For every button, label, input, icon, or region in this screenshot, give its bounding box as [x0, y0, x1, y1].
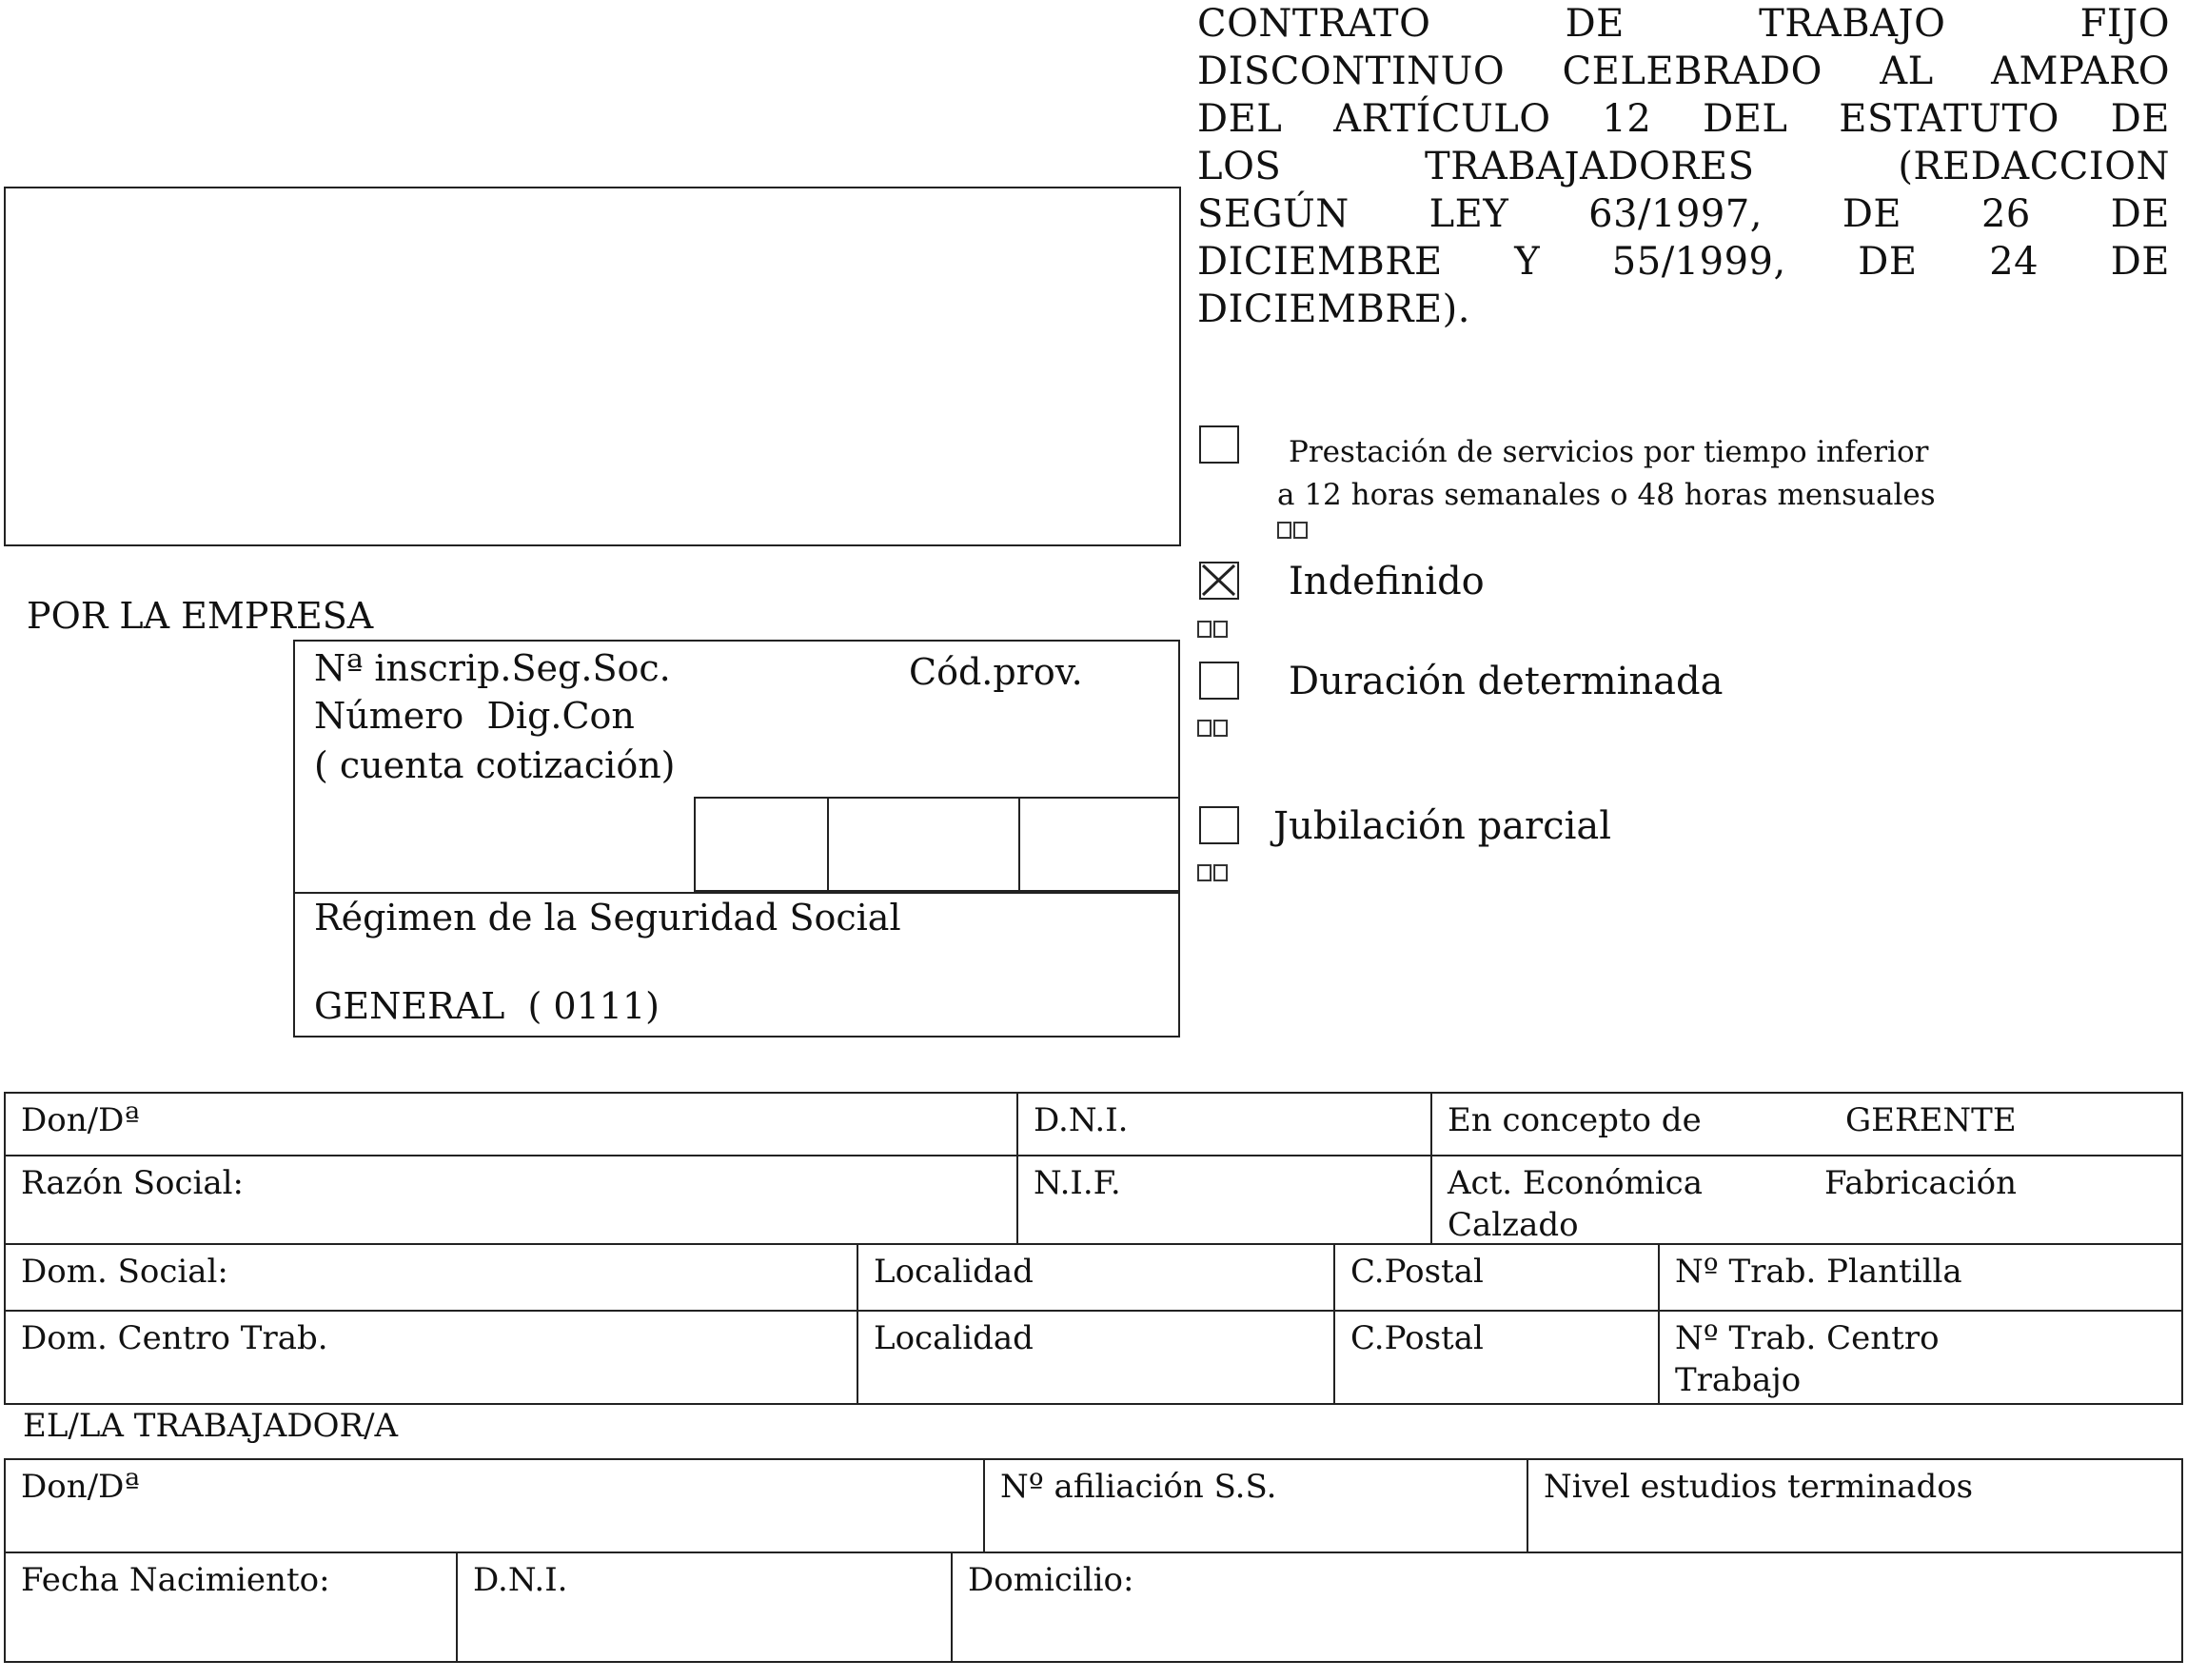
indefinido-label: Indefinido — [1289, 560, 1485, 603]
worker-dni-cell[interactable] — [456, 1552, 953, 1663]
trab-centro-label: Nº Trab. Centro — [1675, 1319, 1940, 1357]
act-value-2: Calzado — [1448, 1206, 1579, 1244]
check-x-icon — [1201, 563, 1236, 597]
jubilacion-label: Jubilación parcial — [1273, 804, 1611, 848]
code-cell[interactable] — [827, 797, 1020, 892]
razon-label: Razón Social: — [21, 1164, 245, 1202]
afiliacion-label: Nº afiliación S.S. — [1000, 1468, 1277, 1506]
inscrip-label: Nª inscrip.Seg.Soc. — [314, 647, 671, 689]
company-stamp-box — [4, 187, 1181, 546]
duracion-label: Duración determinada — [1289, 660, 1724, 703]
concepto-label: En concepto de — [1448, 1101, 1702, 1139]
title-line: DISCONTINUO CELEBRADO AL AMPARO — [1197, 49, 2170, 93]
trab-centro-label-2: Trabajo — [1675, 1361, 1802, 1399]
numero-label: Número Dig.Con — [314, 695, 635, 737]
domicilio-cell[interactable] — [951, 1552, 2183, 1663]
fecha-label: Fecha Nacimiento: — [21, 1561, 330, 1599]
empresa-heading: POR LA EMPRESA — [27, 595, 374, 637]
code-cell[interactable] — [1018, 797, 1180, 892]
dom-social-cell[interactable] — [4, 1243, 858, 1312]
jubilacion-checkbox[interactable] — [1199, 806, 1239, 844]
worker-don-label: Don/Dª — [21, 1468, 140, 1506]
don-cell[interactable] — [4, 1092, 1018, 1156]
fecha-cell[interactable] — [4, 1552, 458, 1663]
title-line: LOS TRABAJADORES (REDACCION — [1197, 145, 2170, 188]
don-label: Don/Dª — [21, 1101, 140, 1139]
concepto-cell[interactable] — [1430, 1092, 2183, 1156]
title-line: SEGÚN LEY 63/1997, DE 26 DE — [1197, 192, 2170, 236]
cpostal-label: C.Postal — [1350, 1253, 1484, 1291]
contract-title — [1197, 0, 2170, 333]
title-line: DEL ARTÍCULO 12 DEL ESTATUTO DE — [1197, 97, 2170, 141]
small-boxes-icon — [1197, 621, 1230, 642]
act-value: Fabricación — [1824, 1164, 2018, 1202]
indefinido-checkbox[interactable] — [1199, 562, 1239, 600]
domicilio-label: Domicilio: — [968, 1561, 1134, 1599]
divider — [293, 892, 1180, 894]
title-line: DICIEMBRE). — [1197, 287, 1470, 331]
act-label: Act. Económica — [1448, 1164, 1703, 1202]
title-line: CONTRATO DE TRABAJO FIJO — [1197, 2, 2170, 46]
dni-cell[interactable] — [1016, 1092, 1432, 1156]
plantilla-label: Nº Trab. Plantilla — [1675, 1253, 1962, 1291]
small-boxes-icon — [1197, 720, 1230, 741]
concepto-value: GERENTE — [1845, 1101, 2017, 1139]
regimen-value: GENERAL ( 0111) — [314, 985, 660, 1027]
cuenta-label: ( cuenta cotización) — [314, 744, 676, 786]
localidad-cell[interactable] — [857, 1310, 1335, 1405]
dni-label: D.N.I. — [1034, 1101, 1129, 1139]
plantilla-cell[interactable] — [1658, 1243, 2183, 1312]
estudios-cell[interactable] — [1527, 1458, 2183, 1553]
localidad-label: Localidad — [874, 1319, 1034, 1357]
act-cell[interactable] — [1430, 1155, 2183, 1245]
duracion-checkbox[interactable] — [1199, 662, 1239, 700]
regimen-label: Régimen de la Seguridad Social — [314, 897, 901, 939]
worker-dni-label: D.N.I. — [473, 1561, 568, 1599]
codprov-label: Cód.prov. — [909, 651, 1083, 693]
part-time-label-2: a 12 horas semanales o 48 horas mensuales — [1277, 478, 1936, 512]
dom-centro-cell[interactable] — [4, 1310, 858, 1405]
code-cell[interactable] — [694, 797, 829, 892]
razon-cell[interactable] — [4, 1155, 1018, 1245]
worker-don-cell[interactable] — [4, 1458, 985, 1553]
localidad-label: Localidad — [874, 1253, 1034, 1291]
trabajador-heading: EL/LA TRABAJADOR/A — [23, 1407, 399, 1445]
cpostal-cell[interactable] — [1333, 1243, 1660, 1312]
nif-label: N.I.F. — [1034, 1164, 1121, 1202]
dom-social-label: Dom. Social: — [21, 1253, 228, 1291]
small-boxes-icon — [1197, 864, 1230, 885]
localidad-cell[interactable] — [857, 1243, 1335, 1312]
dom-centro-label: Dom. Centro Trab. — [21, 1319, 328, 1357]
trab-centro-cell[interactable] — [1658, 1310, 2183, 1405]
small-boxes-icon — [1277, 522, 1310, 543]
title-line: DICIEMBRE Y 55/1999, DE 24 DE — [1197, 240, 2170, 284]
afiliacion-cell[interactable] — [983, 1458, 1528, 1553]
cpostal-cell[interactable] — [1333, 1310, 1660, 1405]
part-time-checkbox[interactable] — [1199, 425, 1239, 464]
cpostal-label: C.Postal — [1350, 1319, 1484, 1357]
estudios-label: Nivel estudios terminados — [1544, 1468, 1974, 1506]
part-time-label-1: Prestación de servicios por tiempo inferior — [1289, 435, 1929, 469]
nif-cell[interactable] — [1016, 1155, 1432, 1245]
